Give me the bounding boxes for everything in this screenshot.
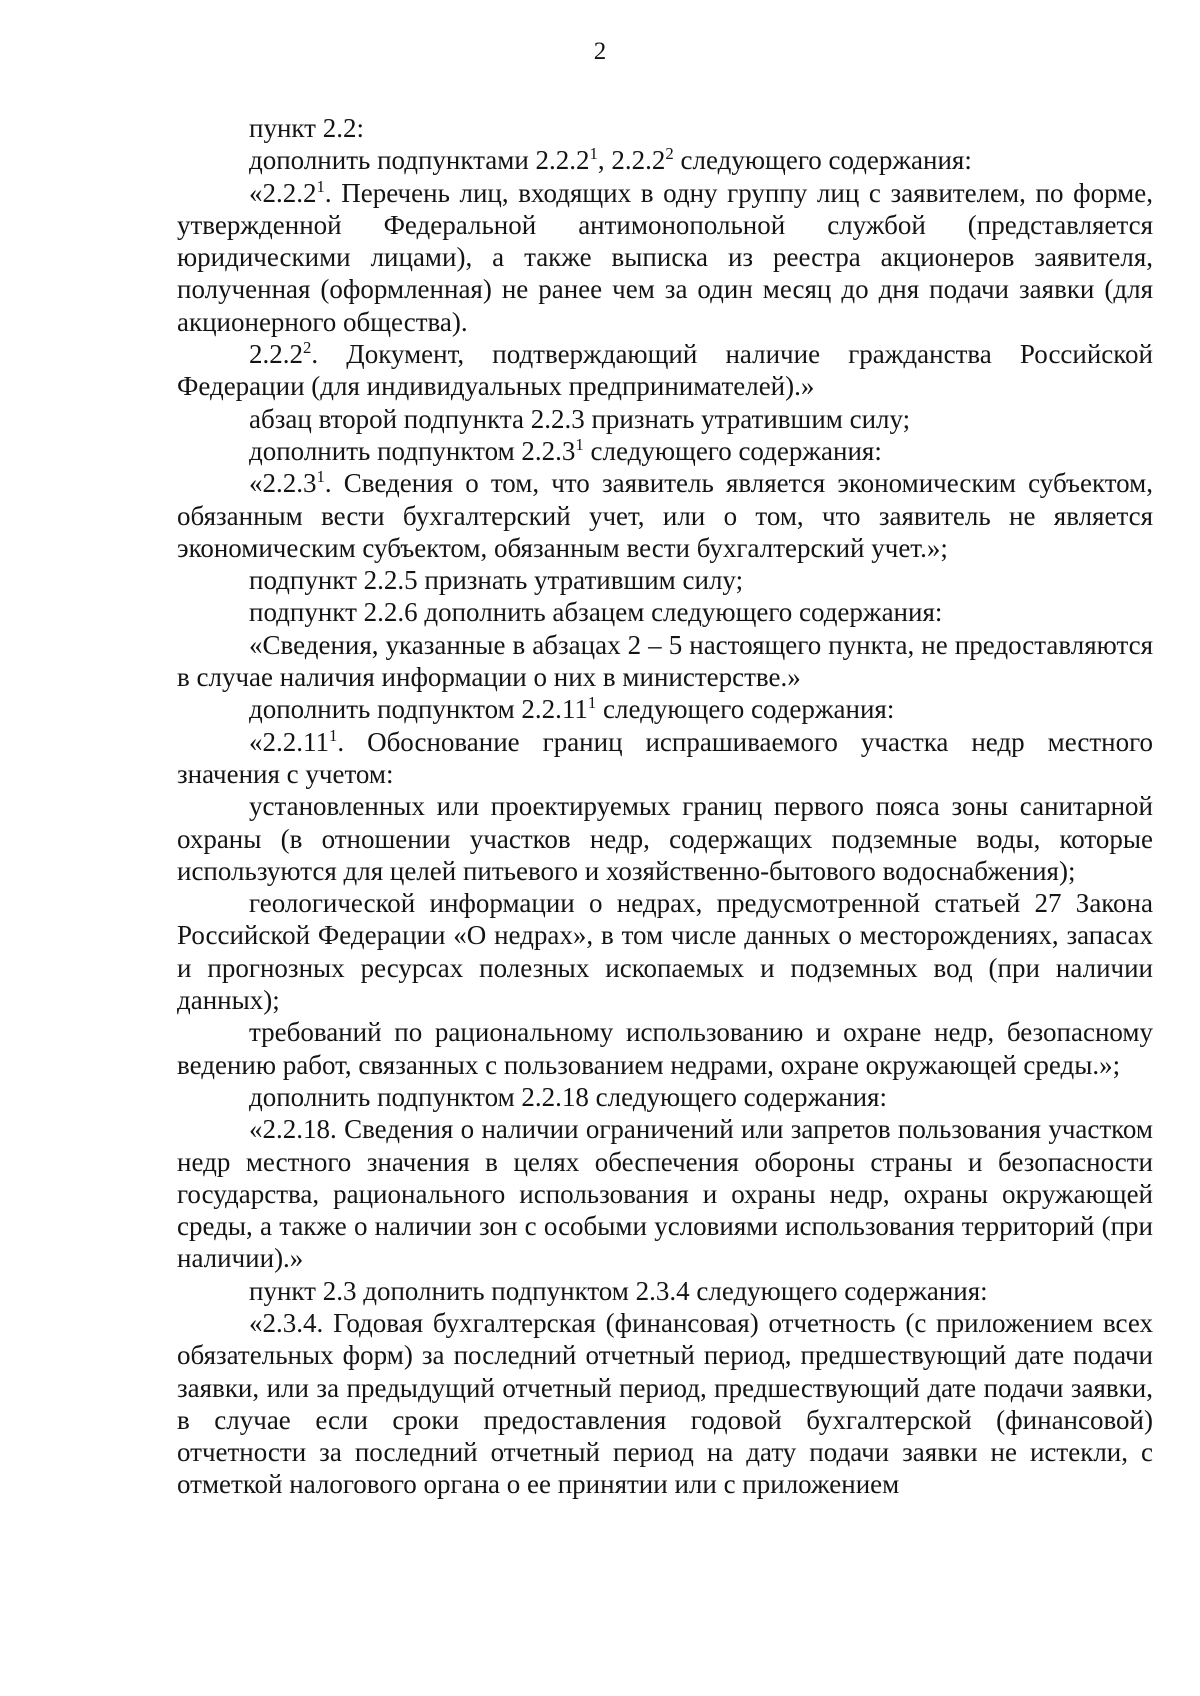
paragraph: подпункт 2.2.5 признать утратившим силу; (249, 565, 744, 596)
document-body (177, 112, 1153, 1501)
paragraph: подпункт 2.2.6 дополнить абзацем следующего содержания: (249, 597, 943, 628)
paragraph: дополнить подпунктом 2.2.18 следующего содержания: (249, 1081, 887, 1112)
paragraph: «2.2.2$^1$. Перечень лиц, входящих в одну группу лиц с заявителем, по форме, утвержденной Федеральной антимонопольной службой (представляется юридическими лицами), а также выписка из реестра акционеров заявителя, полученная (оформленная) не ранее чем за один месяц до дня подачи заявки (для акционерного общества). (177, 176, 1153, 337)
page-number: 2 (593, 38, 607, 65)
paragraph: «2.2.18. Сведения о наличии ограничений или запретов пользования участком недр местного значения в целях обеспечения обороны страны и безопасности государства, рационального использования и охраны недр, охраны окружающей среды, а также о наличии зон с особыми условиями использования территорий (при наличии).» (177, 1114, 1153, 1274)
paragraph: 2.2.2$^2$. Документ, подтверждающий наличие гражданства Российской Федерации (для индивидуальных предпринимателей).» (177, 338, 1153, 402)
paragraph: «2.2.3$^1$. Сведения о том, что заявитель является экономическим субъектом, обязанным вести бухгалтерский учет, или о том, что заявитель не является экономическим субъектом, обязанным вести бухгалтерский учет.»; (177, 467, 1153, 563)
paragraph: установленных или проектируемых границ первого пояса зоны санитарной охраны (в отношении участков недр, содержащих подземные воды, которые используются для целей питьевого и хозяйственно-бытового водоснабжения); (177, 791, 1153, 886)
paragraph: «Сведения, указанные в абзацах 2 – 5 настоящего пункта, не предоставляются в случае наличия информации о них в министерстве.» (177, 629, 1153, 693)
paragraph: требований по рациональному использованию и охране недр, безопасному ведению работ, связанных с пользованием недрами, охране окружающей среды.»; (177, 1017, 1153, 1080)
paragraph: пункт 2.2: (249, 113, 364, 143)
paragraph: дополнить подпунктом 2.2.3$^1$ следующего содержания: (249, 434, 882, 466)
paragraph: пункт 2.3 дополнить подпунктом 2.3.4 следующего содержания: (249, 1275, 988, 1306)
paragraph: абзац второй подпункта 2.2.3 признать утратившим силу; (249, 403, 911, 434)
paragraph: геологической информации о недрах, предусмотренной статьей 27 Закона Российской Федерации «О недрах», в том числе данных о месторождениях, запасах и прогнозных ресурсах полезных ископаемых и подземных вод (при наличии данных); (177, 888, 1153, 1016)
paragraph: дополнить подпунктом 2.2.11$^1$ следующего содержания: (249, 693, 895, 725)
paragraph: дополнить подпунктами 2.2.2$^1$, 2.2.2$^2$ следующего содержания: (249, 144, 972, 176)
paragraph: «2.2.11$^1$. Обоснование границ испрашиваемого участка недр местного значения с учетом: (177, 725, 1153, 789)
paragraph: «2.3.4. Годовая бухгалтерская (финансовая) отчетность (с приложением всех обязательных форм) за последний отчетный период, предшествующий дате подачи заявки, или за предыдущий отчетный период, предшествующий дате подачи заявки, в случае если сроки предоставления годовой бухгалтерской (финансовой) отчетности за последний отчетный период на дату подачи заявки не истекли, с отметкой налогового органа о ее принятии или с приложением (177, 1307, 1153, 1500)
